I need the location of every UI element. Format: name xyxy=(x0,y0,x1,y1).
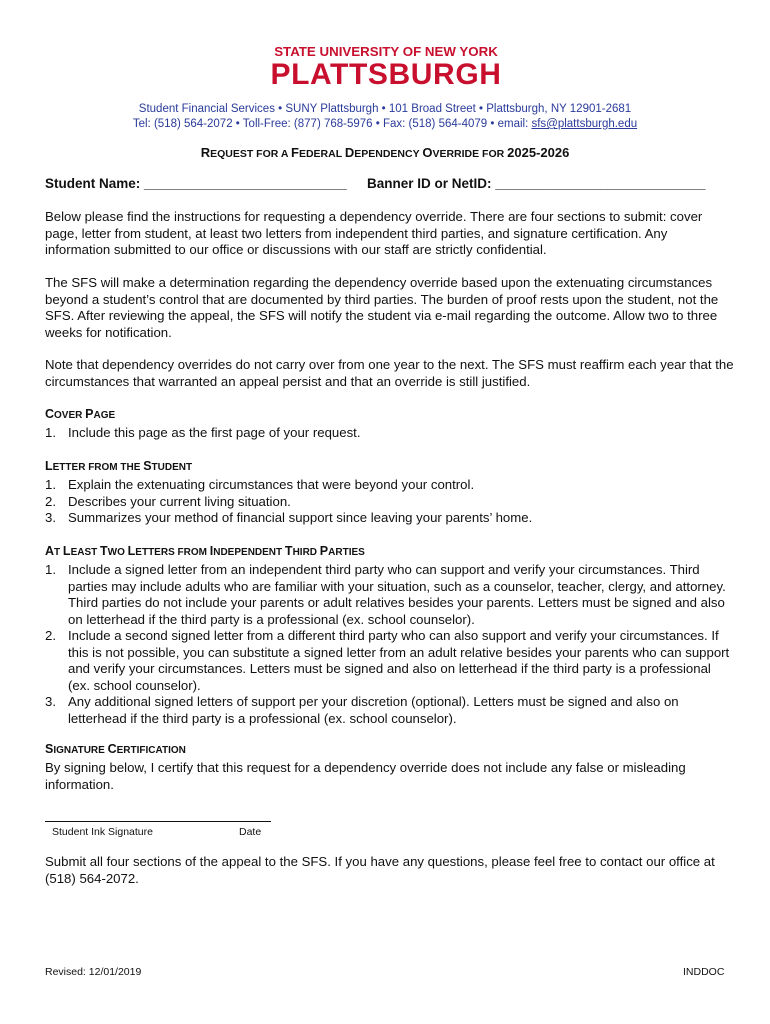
title-year: 2025-2026 xyxy=(507,145,570,160)
heading-part: C xyxy=(45,407,55,421)
list-item xyxy=(45,628,735,694)
list-item-text: Describes your current living situation. xyxy=(68,493,291,509)
title-part: EPENDENCY xyxy=(354,148,423,160)
heading-part: S xyxy=(143,459,152,473)
list-item-text: Include a second signed letter from a different third party who can also support and verify your circumstances. If this is not possible, you can substitute a signed letter from an adult relative besides your parents who can support and verify your circumstances. Letters must be signed and also on letterhead if the third party is a professional (ex. school counselor). xyxy=(68,628,730,693)
list-number: 1. xyxy=(45,562,56,577)
university-logo xyxy=(268,44,504,91)
heading-part: AGE xyxy=(93,410,116,421)
heading-part: ARTIES xyxy=(328,547,365,558)
logo-line-1: STATE UNIVERSITY OF NEW YORK xyxy=(274,44,498,59)
heading-part: L xyxy=(62,544,71,558)
heading-part: HIRD xyxy=(292,547,320,558)
intro-paragraph-2: The SFS will make a determination regarding the dependency override based upon the extenuating circumstances beyond a student’s control that are documented by third parties. The burden of proof rests upon the student, not the SFS. After reviewing the appeal, the SFS will notify the student via e-mail regarding the outcome. Allow two to three weeks for notification. xyxy=(45,275,719,340)
heading-part: C xyxy=(107,742,117,756)
list-item xyxy=(45,562,735,628)
date-label: Date xyxy=(239,826,262,838)
heading-part: T xyxy=(100,544,108,558)
heading-part: P xyxy=(85,407,94,421)
heading-part: ETTER FROM THE xyxy=(52,462,144,473)
closing-paragraph: Submit all four sections of the appeal to the SFS. If you have any questions, please feel free to contact our office at (518) 564-2072. xyxy=(45,854,715,886)
intro-paragraph-3: Note that dependency overrides do not carry over from one year to the next. The SFS must reaffirm each year that the circumstances that warranted an appeal persist and that an override is still justified. xyxy=(45,357,734,389)
title-part: EDERAL xyxy=(298,148,345,160)
list-item-text: Include this page as the first page of your request. xyxy=(68,425,361,440)
list-item-text: Explain the extenuating circumstances that were beyond your control. xyxy=(68,477,475,492)
heading-part: P xyxy=(319,544,329,558)
signature-label: Student Ink Signature xyxy=(52,826,153,838)
list-number: 1. xyxy=(45,477,56,492)
contact-line-2 xyxy=(0,117,770,131)
list-number: 3. xyxy=(45,694,56,709)
contact-line-1: Student Financial Services • SUNY Plattsburgh • 101 Broad Street • Plattsburgh, NY 12901-2681 xyxy=(138,103,632,115)
banner-id-field[interactable]: Banner ID or NetID: ____________________________ xyxy=(367,176,706,191)
list-item-text: Any additional signed letters of support per your discretion (optional). Letters must be signed and also on letterhead if the third party is a professional (ex. school counselor). xyxy=(68,694,679,726)
heading-part: TUDENT xyxy=(151,462,193,473)
heading-part: L xyxy=(45,459,53,473)
heading-part: ETTERS FROM xyxy=(135,547,210,558)
heading-part: WO xyxy=(107,547,128,558)
list-item xyxy=(45,477,735,494)
email-link[interactable]: sfs@plattsburgh.edu xyxy=(531,118,638,130)
heading-part: I xyxy=(209,544,214,558)
revised-date: Revised: 12/01/2019 xyxy=(45,966,142,978)
section-heading-signature-certification xyxy=(45,742,186,756)
list-item-text: Summarizes your method of financial support since leaving your parents’ home. xyxy=(68,510,533,525)
list-number: 1. xyxy=(45,425,56,440)
document-title xyxy=(0,145,770,160)
list-item xyxy=(45,425,735,442)
title-part: EQUEST FOR A xyxy=(210,148,291,160)
heading-part: NDEPENDENT xyxy=(213,547,285,558)
certification-text: By signing below, I certify that this request for a dependency override does not include any false or misleading information. xyxy=(45,760,686,792)
intro-paragraph-1: Below please find the instructions for requesting a dependency override. There are four sections to submit: cover page, letter from student, at least two letters from independent third parties, and signature certification. Any information submitted to our office or discussions with our staff are strictly confidential. xyxy=(45,209,703,257)
title-part: VERRIDE FOR xyxy=(432,148,508,160)
form-fields xyxy=(45,176,735,191)
contact-line-2-text: Tel: (518) 564-2072 • Toll-Free: (877) 768-5976 • Fax: (518) 564-4079 • email: xyxy=(132,118,532,130)
heading-part: T xyxy=(284,544,293,558)
heading-part: ERTIFICATION xyxy=(116,745,186,756)
heading-part: OVER xyxy=(54,410,86,421)
heading-part: T xyxy=(54,547,63,558)
list-item-text: Include a signed letter from an independent third party who can support and verify your circumstances. Third parties may include adults who are familiar with your situation, such as a counselor, teacher, clergy, and attorney. Third parties do not include your parents or adult relatives besides your parents. Letters must be signed and also on letterhead if the third party is a professional (ex. school counselor). xyxy=(68,562,726,627)
list-number: 2. xyxy=(45,628,56,643)
heading-part: S xyxy=(45,742,54,756)
list-number: 3. xyxy=(45,510,56,525)
cover-page-list xyxy=(45,425,735,442)
heading-part: A xyxy=(45,544,55,558)
title-part: D xyxy=(344,145,355,160)
third-party-list xyxy=(45,562,735,727)
heading-part: IGNATURE xyxy=(53,745,108,756)
list-item xyxy=(45,694,735,727)
title-part: O xyxy=(422,145,433,160)
signature-line[interactable] xyxy=(45,821,271,822)
list-item xyxy=(45,494,735,511)
letter-from-student-list xyxy=(45,477,735,527)
heading-part: L xyxy=(127,544,136,558)
section-heading-cover-page xyxy=(45,407,115,421)
heading-part: EAST xyxy=(70,547,101,558)
section-heading-third-party-letters xyxy=(45,544,365,558)
title-part: R xyxy=(200,145,211,160)
list-item xyxy=(45,510,735,527)
title-part: F xyxy=(290,145,299,160)
logo-line-2: PLATTSBURGH xyxy=(270,58,502,91)
section-heading-letter-from-student xyxy=(45,459,192,473)
student-name-field[interactable]: Student Name: ___________________________ xyxy=(45,176,347,191)
list-number: 2. xyxy=(45,493,56,509)
document-code: INDDOC xyxy=(683,966,725,978)
